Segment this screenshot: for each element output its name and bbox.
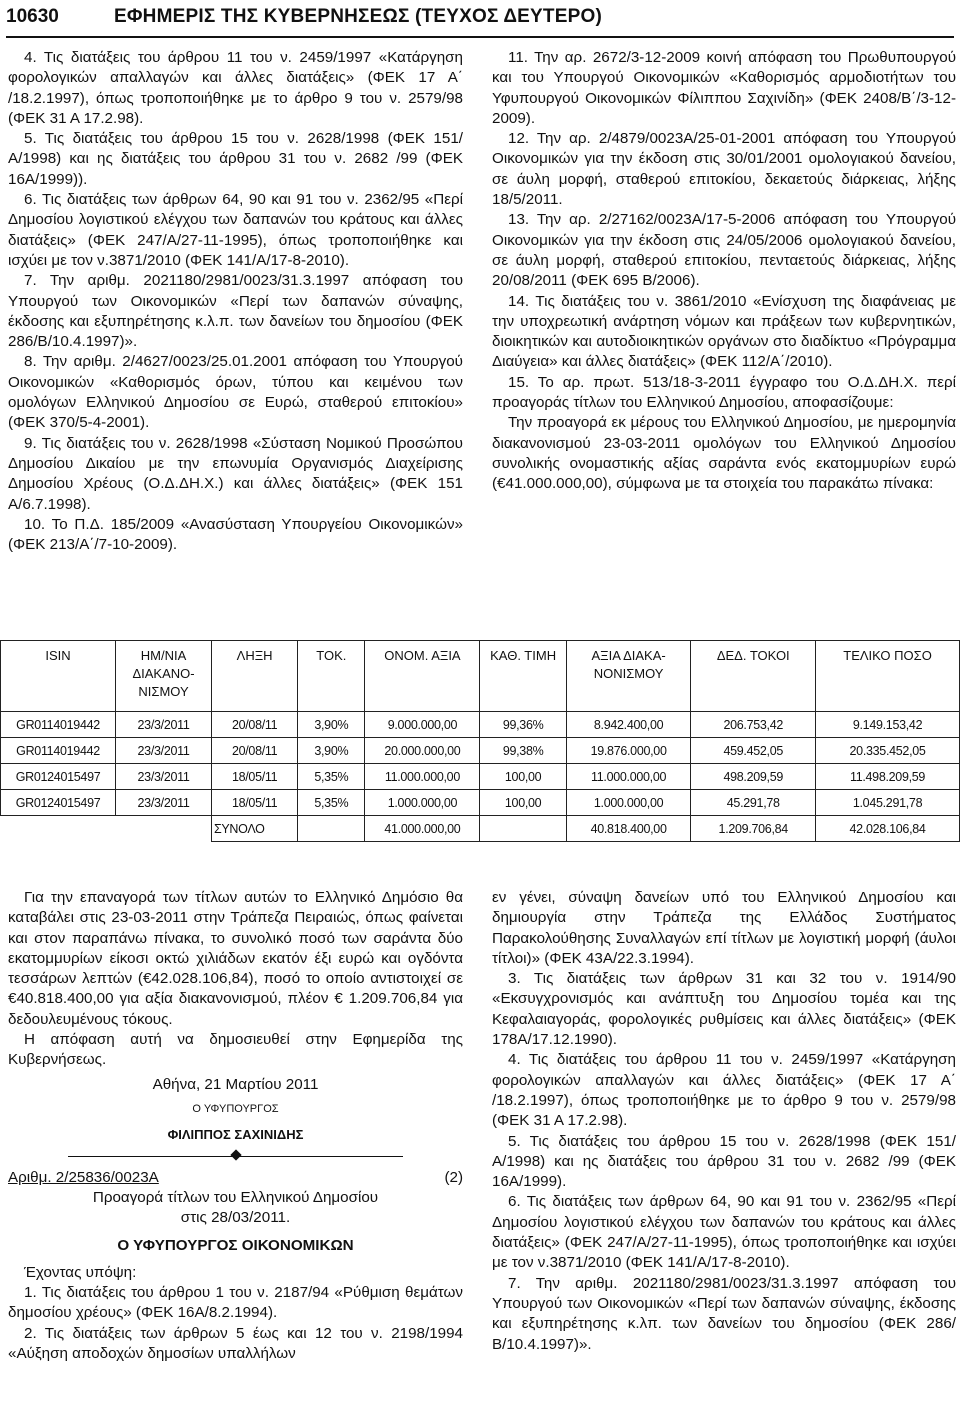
header-nominal: ΟΝΟΜ. ΑΞΙΑ — [365, 641, 480, 712]
paragraph: 6. Τις διατάξεις των άρθρων 64, 90 και 91 του ν. 2362/95 «Περί Δημοσίου λογιστικού ελέγχου των δαπανών του κράτους και άλλες διατάξεις» (ΦΕΚ 247/Α/27-11-1995), όπως τροποποιήθηκε και ισχύει με τον ν.3871/2010 (ΦΕΚ 141/Α/17-8-2010). — [8, 191, 463, 269]
paragraph: εν γένει, σύναψη δανείων υπό του Ελληνικού Δημοσίου και δημιουργία στην Τράπεζα της Ελλάδος Συστήματος Παρακολούθησης Συναλλαγών επί τίτλων με λογιστική μορφή (άυλοι τίτλοι)» (ΦΕΚ 43Α/22.3.1994). — [492, 889, 956, 967]
page-header — [6, 4, 946, 36]
cell: 1.000.000,00 — [365, 790, 480, 816]
signatory-name: ΦΙΛΙΠΠΟΣ ΣΑΧΙΝΙΔΗΣ — [167, 1127, 304, 1143]
paragraph: 2. Τις διατάξεις των άρθρων 5 έως και 12 του ν. 2198/1994 «Αύξηση αποδοχών δημοσίων υπαλλήλων — [8, 1324, 463, 1362]
having-in-view: Έχοντας υπόψη: — [24, 1263, 137, 1281]
column-bottom-left — [8, 888, 463, 1364]
total-final: 42.028.106,84 — [816, 816, 960, 842]
paragraph: 13. Την αρ. 2/27162/0023Α/17-5-2006 απόφαση του Υπουργού Οικονομικών για την έκδοση στις 24/05/2006 ομολογιακού δανείου, σε άυλη μορφή, σταθερού επιτοκίου, πενταετούς διάρκειας, λήξης 20/08/2011 (ΦΕΚ 695 Β/2006). — [492, 211, 956, 290]
separator-diamond — [8, 1150, 463, 1164]
paragraph: 8. Την αριθμ. 2/4627/0023/25.01.2001 απόφαση του Υπουργού Οικονομικών «Καθορισμός όρων, τύπου και κειμένου των ομολόγων Ελληνικού Δημοσίου σε Ευρώ, σταθερού επιτοκίου» (ΦΕΚ 370/5-4-2001). — [8, 353, 463, 432]
paragraph: 5. Τις διατάξεις του άρθρου 15 του ν. 2628/1998 (ΦΕΚ 151/Α/1998) και ης διατάξεις του άρθρου 31 του ν. 2682 /99 (ΦΕΚ 16Α/1999). — [492, 1132, 956, 1191]
signatory-role: Ο ΥΦΥΠΟΥΡΓΟΣ — [192, 1102, 279, 1115]
cell: 1.045.291,78 — [816, 790, 960, 816]
paragraph: 9. Τις διατάξεις του ν. 2628/1998 «Σύσταση Νομικού Προσώπου Δημοσίου Δικαίου με την επωνυμία Οργανισμός Διαχείρισης Δημοσίου Χρέους (Ο.Δ.ΔΗ.Χ.) και άλλες διατάξεις» (ΦΕΚ 151 Α/6.7.1998). — [8, 434, 463, 513]
paragraph: Για την επαναγορά των τίτλων αυτών το Ελληνικό Δημόσιο θα καταβάλει στις 23-03-2011 στην Τράπεζα Πειραιώς, όπως φαίνεται και στον παραπάνω πίνακα, το συνολικό ποσό των σαράντα δύο εκατομμυρίων είκοσι οκτώ χιλιάδων εκατόν έξι ευρώ και ογδόντα τεσσάρων λεπτών (€42.028.106,84), ποσό το οποίο αντιστοιχεί σε €40.818.400,00 για αξία διακανονισμού, πλέον € 1.209.706,84 για δεδουλευμένους τόκους. — [8, 889, 463, 1028]
decision-index: (2) — [444, 1168, 463, 1186]
header-settlement-value: ΑΞΙΑ ΔΙΑΚΑ-ΝΟΝΙΣΜΟΥ — [566, 641, 691, 712]
header-isin: ISIN — [1, 641, 116, 712]
total-label: ΣΥΝΟΛΟ — [211, 816, 297, 842]
cell: 5,35% — [298, 764, 365, 790]
column-bottom-right — [492, 888, 956, 1355]
decision-number: Αριθμ. 2/25836/0023Α — [8, 1168, 159, 1186]
paragraph: Η απόφαση αυτή να δημοσιευθεί στην Εφημερίδα της Κυβερνήσεως. — [8, 1031, 463, 1069]
decision-number-row — [8, 1168, 463, 1188]
paragraph: 12. Την αρ. 2/4879/0023Α/25-01-2001 απόφαση του Υπουργού Οικονομικών για την έκδοση στις 30/01/2001 ομολογιακού δανείου, σε άυλη μορφή, σταθερού επιτοκίου, δεκαετούς διάρκειας, λήξης 18/5/2011. — [492, 130, 956, 209]
cell: 99,38% — [480, 738, 566, 764]
header-clean-price: ΚΑΘ. ΤΙΜΗ — [480, 641, 566, 712]
header-settlement-date: ΗΜ/ΝΙΑ ΔΙΑΚΑΝΟ-ΝΙΣΜΟΥ — [116, 641, 212, 712]
paragraph: 4. Τις διατάξεις του άρθρου 11 του ν. 2459/1997 «Κατάργηση φορολογικών απαλλαγών και άλλες διατάξεις» (ΦΕΚ 17 Α΄ /18.2.1997), όπως τροποποιήθηκε με το άρθρο 9 του ν. 2579/98 (ΦΕΚ 31 Α 17.2.98). — [8, 49, 463, 127]
cell: GR0114019442 — [1, 738, 116, 764]
paragraph: Την προαγορά εκ μέρους του Ελληνικού Δημοσίου, με ημερομηνία διακανονισμού 23-03-2011 ομολόγων του Ελληνικού Δημοσίου συνολικής ονομαστικής αξίας σαράντα ενός εκατομμυρίων ευρώ (€41.000.000,00), σύμφωνα με τα στοιχεία του παρακάτω πίνακα: — [492, 414, 956, 493]
cell: 459.452,05 — [691, 738, 816, 764]
cell: 8.942.400,00 — [566, 712, 691, 738]
cell: 5,35% — [298, 790, 365, 816]
cell: 45.291,78 — [691, 790, 816, 816]
paragraph: 6. Τις διατάξεις των άρθρων 64, 90 και 91 του ν. 2362/95 «Περί Δημοσίου λογιστικού ελέγχου των δαπανών του κράτους και άλλες διατάξεις» (ΦΕΚ 247/Α/27-11-1995), όπως τροποποιήθηκε και ισχύει με τον ν.3871/2010 (ΦΕΚ 141/Α/17-8-2010). — [492, 1193, 956, 1272]
cell: 20.335.452,05 — [816, 738, 960, 764]
paragraph: 10. Το Π.Δ. 185/2009 «Ανασύσταση Υπουργείου Οικονομικών» (ΦΕΚ 213/Α΄/7-10-2009). — [8, 515, 463, 554]
cell: 20/08/11 — [211, 738, 297, 764]
cell: 99,36% — [480, 712, 566, 738]
cell: 100,00 — [480, 764, 566, 790]
paragraph: 5. Τις διατάξεις του άρθρου 15 του ν. 2628/1998 (ΦΕΚ 151/Α/1998) και ης διατάξεις του άρθρου 31 του ν. 2682 /99 (ΦΕΚ 16Α/1999)). — [8, 130, 463, 188]
header-accrued-interest: ΔΕΔ. ΤΟΚΟΙ — [691, 641, 816, 712]
cell: GR0114019442 — [1, 712, 116, 738]
table-row — [1, 712, 960, 738]
paragraph: 1. Τις διατάξεις του άρθρου 1 του ν. 2187/94 «Ρύθμιση θεμάτων δημοσίου χρέους» (ΦΕΚ 16Α/8.2.1994). — [8, 1284, 463, 1322]
paragraph: 15. Το αρ. πρωτ. 513/18-3-2011 έγγραφο του Ο.Δ.ΔΗ.Χ. περί προαγοράς τίτλων του Ελληνικού Δημοσίου, αποφασίζουμε: — [492, 373, 956, 412]
table-header-row — [1, 641, 960, 712]
column-top-right — [492, 48, 956, 495]
cell: 498.209,59 — [691, 764, 816, 790]
page-number: 10630 — [6, 6, 59, 27]
cell: 3,90% — [298, 712, 365, 738]
total-interest: 1.209.706,84 — [691, 816, 816, 842]
paragraph: 7. Την αριθμ. 2021180/2981/0023/31.3.1997 απόφαση του Υπουργού των Οικονομικών «Περί των δαπανών σύναψης, έκδοσης και εξυπηρέτησης κ.λ.π. των δανείων του δημοσίου (ΦΕΚ 286/Β/10.4.1997)». — [8, 272, 463, 351]
cell: 23/3/2011 — [116, 738, 212, 764]
bond-buyback-table — [0, 640, 960, 842]
cell: 11.000.000,00 — [566, 764, 691, 790]
paragraph: 7. Την αριθμ. 2021180/2981/0023/31.3.1997 απόφαση του Υπουργού των Οικονομικών «Περί των δαπανών σύναψης, έκδοσης και εξυπηρέτησης κ.λπ. των δανείων του δημοσίου (ΦΕΚ 286/Β/10.4.1997)». — [492, 1274, 956, 1353]
cell: 9.149.153,42 — [816, 712, 960, 738]
paragraph: 4. Τις διατάξεις του άρθρου 11 του ν. 2459/1997 «Κατάργηση φορολογικών απαλλαγών και άλλες διατάξεις» (ΦΕΚ 17 Α΄ /18.2.1997), όπως τροποποιήθηκε με το άρθρο 9 του ν. 2579/98 (ΦΕΚ 31 Α 17.2.98). — [492, 1051, 956, 1130]
cell: GR0124015497 — [1, 764, 116, 790]
cell: 18/05/11 — [211, 764, 297, 790]
decision-subject: Προαγορά τίτλων του Ελληνικού Δημοσίου — [92, 1188, 379, 1206]
header-final-amount: ΤΕΛΙΚΟ ΠΟΣΟ — [816, 641, 960, 712]
cell: 23/3/2011 — [116, 764, 212, 790]
cell: 19.876.000,00 — [566, 738, 691, 764]
cell: 20.000.000,00 — [365, 738, 480, 764]
minister-heading: Ο ΥΦΥΠΟΥΡΓΟΣ ΟΙΚΟΝΟΜΙΚΩΝ — [117, 1237, 354, 1255]
cell: 23/3/2011 — [116, 712, 212, 738]
cell: 100,00 — [480, 790, 566, 816]
empty-cell — [1, 816, 116, 842]
cell: 11.498.209,59 — [816, 764, 960, 790]
cell: GR0124015497 — [1, 790, 116, 816]
empty-cell — [298, 816, 365, 842]
paragraph: 11. Την αρ. 2672/3-12-2009 κοινή απόφαση του Πρωθυπουργού και του Υπουργού Οικονομικών «Καθορισμός αρμοδιοτήτων του Υφυπουργού Οικονομικών Φίλιππου Σαχινίδη» (ΦΕΚ 2408/Β΄/3-12-2009). — [492, 49, 956, 127]
place-date: Αθήνα, 21 Μαρτίου 2011 — [152, 1075, 319, 1093]
cell: 206.753,42 — [691, 712, 816, 738]
cell: 18/05/11 — [211, 790, 297, 816]
empty-cell — [116, 816, 212, 842]
cell: 3,90% — [298, 738, 365, 764]
empty-cell — [480, 816, 566, 842]
paragraph: 3. Τις διατάξεις των άρθρων 31 και 32 του ν. 1914/90 «Εκσυγχρονισμός και ανάπτυξη του Δημοσίου τομέα και της Κεφαλαιαγοράς, φορολογικές ρυθμίσεις και άλλες διατάξεις» (ΦΕΚ 178Α/17.12.1990). — [492, 970, 956, 1049]
header-coupon: ΤΟΚ. — [298, 641, 365, 712]
cell: 9.000.000,00 — [365, 712, 480, 738]
cell: 20/08/11 — [211, 712, 297, 738]
total-nominal: 41.000.000,00 — [365, 816, 480, 842]
paragraph: 14. Τις διατάξεις του ν. 3861/2010 «Ενίσχυση της διαφάνειας με την υποχρεωτική ανάρτηση νόμων και πράξεων των κυβερνητικών, διοικητικών και αυτοδιοικητικών οργάνων στο διαδίκτυο «Πρόγραμμα Διαύγεια» και άλλες διατάξεις» (ΦΕΚ 112/Α΄/2010). — [492, 292, 956, 371]
cell: 1.000.000,00 — [566, 790, 691, 816]
table-row — [1, 790, 960, 816]
table-row — [1, 738, 960, 764]
decision-subject-date: στις 28/03/2011. — [180, 1209, 291, 1227]
table-row — [1, 764, 960, 790]
cell: 11.000.000,00 — [365, 764, 480, 790]
column-top-left — [8, 48, 463, 555]
header-rule — [6, 36, 954, 38]
table-total-row — [1, 816, 960, 842]
gazette-title: ΕΦΗΜΕΡΙΣ ΤΗΣ ΚΥΒΕΡΝΗΣΕΩΣ (ΤΕΥΧΟΣ ΔΕΥΤΕΡΟ) — [114, 6, 602, 27]
total-settlement: 40.818.400,00 — [566, 816, 691, 842]
cell: 23/3/2011 — [116, 790, 212, 816]
header-maturity: ΛΗΞΗ — [211, 641, 297, 712]
